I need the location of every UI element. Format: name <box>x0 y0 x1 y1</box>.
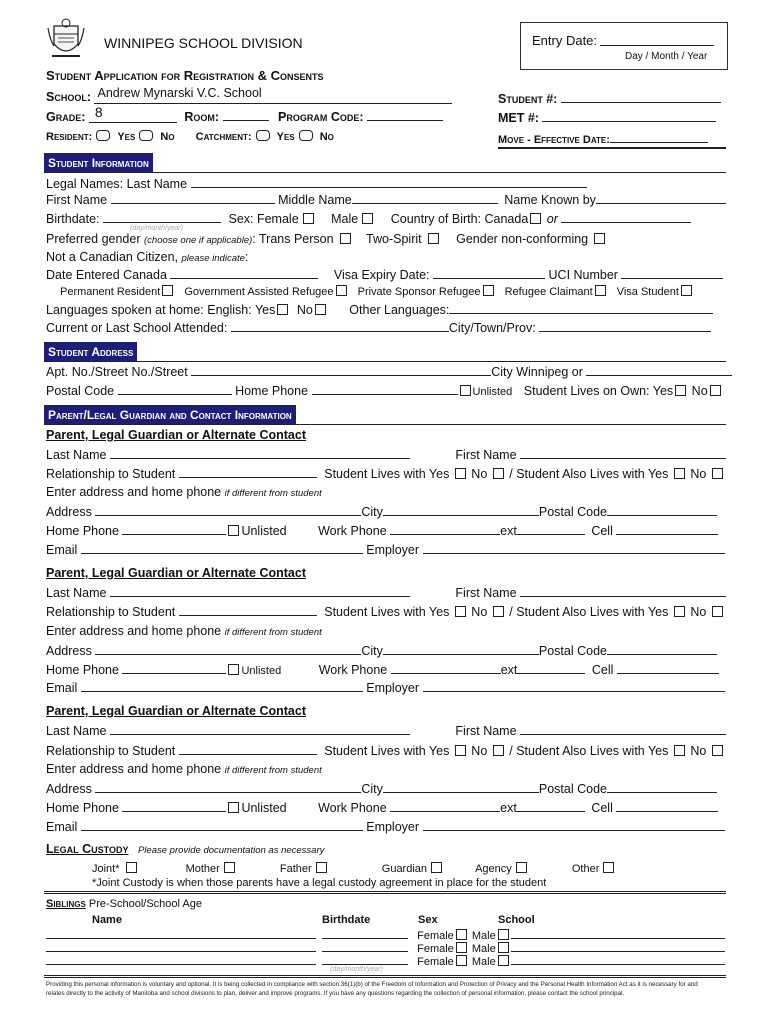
division-name: WINNIPEG SCHOOL DIVISION <box>104 35 303 51</box>
guardian2-first-name-input[interactable] <box>520 585 726 597</box>
guardian3-also-no-checkbox[interactable] <box>712 745 723 756</box>
catchment-no-checkbox[interactable] <box>299 130 313 141</box>
guardian1-relationship-input[interactable] <box>179 466 317 478</box>
guardian1-lives-no-checkbox[interactable] <box>493 468 504 479</box>
trans-label: : Trans Person <box>252 232 334 246</box>
date-entered-input[interactable] <box>170 267 318 279</box>
guardian3-city-label: City <box>361 782 383 796</box>
entry-date-hint: Day / Month / Year <box>625 51 708 62</box>
city-prov-input[interactable] <box>539 320 711 332</box>
sibling2-female-checkbox[interactable] <box>456 942 467 953</box>
guardian1-relationship-label: Relationship to Student <box>46 467 176 481</box>
guardian1-work-phone-label: Work Phone <box>318 524 387 538</box>
grade-label: Grade: <box>46 110 86 124</box>
siblings-subtitle: Pre-School/School Age <box>88 898 202 910</box>
student-info-header: Student Information <box>44 153 153 173</box>
gov-refugee-checkbox[interactable] <box>336 285 347 296</box>
guardian2-cell-label: Cell <box>591 663 614 677</box>
sibling2-name-input[interactable] <box>46 940 316 952</box>
last-name-input[interactable] <box>191 176 587 188</box>
middle-name-label: Middle Name <box>278 193 352 207</box>
guardian3-city-input[interactable] <box>383 781 539 793</box>
name-known-by-label: Name Known by <box>504 193 596 207</box>
guardian2-last-name-input[interactable] <box>110 585 410 597</box>
guardian2-title: Parent, Legal Guardian or Alternate Contact <box>46 566 307 580</box>
guardian1-cell-input[interactable] <box>616 523 718 535</box>
guardian2-also-no-checkbox[interactable] <box>712 606 723 617</box>
guardian3-also-lives-label: / Student Also Lives with Yes <box>509 744 669 758</box>
guardian2-lives-no-label: No <box>471 605 488 619</box>
guardian2-if-different-hint: if different from student <box>224 627 322 638</box>
lives-own-yes-checkbox[interactable] <box>675 385 686 396</box>
guardian1-enter-address-label: Enter address and home phone <box>46 485 222 499</box>
guardian2-address-input[interactable] <box>95 643 361 655</box>
lives-own-no-checkbox[interactable] <box>710 385 721 396</box>
guardian1-home-phone-label: Home Phone <box>46 524 119 538</box>
guardian3-postal-label: Postal Code <box>538 782 607 796</box>
guardian-header: Parent/Legal Guardian and Contact Information <box>44 405 296 425</box>
guardian3-email-input[interactable] <box>81 819 363 831</box>
custody-father-checkbox[interactable] <box>316 862 327 873</box>
uci-input[interactable] <box>621 267 723 279</box>
guardian2-work-phone-input[interactable] <box>391 662 501 674</box>
guardian2-address-row <box>46 643 717 659</box>
guardian1-email-row <box>46 542 725 558</box>
guardian1-postal-input[interactable] <box>607 504 717 516</box>
permanent-resident-checkbox[interactable] <box>162 285 173 296</box>
guardian2-phone-row <box>46 662 719 678</box>
guardian1-ext-input[interactable] <box>517 523 585 535</box>
move-date-row <box>498 131 708 147</box>
guardian2-email-row <box>46 680 725 696</box>
custody-title-row <box>46 842 324 858</box>
guardian3-enter-address-label: Enter address and home phone <box>46 762 222 776</box>
grade-field[interactable] <box>89 104 177 123</box>
school-field[interactable] <box>94 86 452 104</box>
guardian2-unlisted-label: Unlisted <box>241 665 282 677</box>
resident-yes-checkbox[interactable] <box>96 130 110 141</box>
guardian1-unlisted-checkbox[interactable] <box>228 525 239 536</box>
legal-names-row <box>46 176 587 192</box>
sibling2-male-checkbox[interactable] <box>498 942 509 953</box>
guardian2-unlisted-checkbox[interactable] <box>228 664 239 675</box>
catchment-yes-checkbox[interactable] <box>256 130 270 141</box>
guardian3-last-name-input[interactable] <box>110 723 410 735</box>
guardian2-lives-no-checkbox[interactable] <box>493 606 504 617</box>
guardian2-home-phone-input[interactable] <box>122 662 226 674</box>
guardian2-postal-input[interactable] <box>607 643 717 655</box>
privacy-notice-line2: relates directly to the activity of Manitoba and school divisions to plan, deliver and improve programs. If you have any questions regarding the collection of personal information, please contact the school principal. <box>46 990 625 997</box>
guardian2-work-phone-label: Work Phone <box>318 663 388 677</box>
guardian1-work-phone-input[interactable] <box>390 523 500 535</box>
met-number-input[interactable] <box>542 110 716 122</box>
guardian3-email-label: Email <box>46 820 78 834</box>
other-languages-input[interactable] <box>449 302 713 314</box>
gov-refugee-label: Government Assisted Refugee <box>184 286 334 298</box>
guardian3-if-different-hint: if different from student <box>224 765 322 776</box>
student-number-label: Student #: <box>498 92 558 106</box>
school-label: School: <box>46 90 91 104</box>
guardian1-lives-yes-checkbox[interactable] <box>455 468 466 479</box>
guardian1-home-phone-input[interactable] <box>122 523 226 535</box>
guardian3-ext-input[interactable] <box>517 800 585 812</box>
guardian1-last-name-label: Last Name <box>46 448 107 462</box>
guardian2-city-input[interactable] <box>383 643 539 655</box>
guardian2-city-label: City <box>361 644 383 658</box>
sibling2-male-label: Male <box>471 943 496 955</box>
guardian2-postal-label: Postal Code <box>538 644 607 658</box>
name-known-by-input[interactable] <box>596 192 726 204</box>
guardian1-employer-label: Employer <box>366 543 420 557</box>
guardian1-first-name-input[interactable] <box>520 447 726 459</box>
visa-expiry-input[interactable] <box>433 267 545 279</box>
sibling3-male-label: Male <box>471 956 496 968</box>
choose-one-hint: (choose one if applicable) <box>144 235 253 246</box>
home-phone-label: Home Phone <box>235 384 309 398</box>
guardian1-lives-with-label: Student Lives with Yes <box>324 467 450 481</box>
guardian1-unlisted-label: Unlisted <box>241 524 287 538</box>
guardian2-email-label: Email <box>46 681 78 695</box>
guardian3-employer-input[interactable] <box>423 819 725 831</box>
student-number-input[interactable] <box>561 91 721 103</box>
guardian3-work-phone-label: Work Phone <box>318 801 387 815</box>
school-value: Andrew Mynarski V.C. School <box>97 86 262 100</box>
guardian3-home-phone-input[interactable] <box>122 800 226 812</box>
sibling2-birthdate-input[interactable] <box>322 940 408 952</box>
program-code-input[interactable] <box>367 109 443 121</box>
current-school-input[interactable] <box>231 320 449 332</box>
privacy-notice-line1: Providing this personal information is voluntary and optional. It is being collected in compliance with section 36(1)(b) of the Freedom of Information and Protection of Privacy and the Personal Health Information Act as it is necessary for and <box>46 981 698 988</box>
division-crest <box>46 18 86 62</box>
guardian1-name-row <box>46 447 726 463</box>
guardian3-phone-row <box>46 800 718 816</box>
preferred-gender-label: Preferred gender <box>46 232 141 246</box>
guardian1-also-no-label: No <box>690 467 707 481</box>
refugee-claimant-label: Refugee Claimant <box>504 286 593 298</box>
guardian2-address-label: Address <box>46 644 92 658</box>
sibling3-school-input[interactable] <box>511 953 725 965</box>
trans-checkbox[interactable] <box>340 233 351 244</box>
custody-footnote: *Joint Custody is when those parents have a legal custody agreement in place for the student <box>92 877 547 889</box>
two-spirit-checkbox[interactable] <box>428 233 439 244</box>
guardian1-lives-no-label: No <box>471 467 488 481</box>
date-entered-label: Date Entered Canada <box>46 268 167 282</box>
country-or-label: or <box>546 212 558 226</box>
guardian3-home-phone-label: Home Phone <box>46 801 119 815</box>
guardian1-city-input[interactable] <box>383 504 539 516</box>
guardian3-first-name-input[interactable] <box>520 723 726 735</box>
guardian3-also-yes-checkbox[interactable] <box>674 745 685 756</box>
sibling1-female-label: Female <box>417 930 454 942</box>
guardian3-employer-label: Employer <box>366 820 420 834</box>
sibling1-birthdate-input[interactable] <box>322 927 408 939</box>
please-indicate-hint: please indicate <box>181 253 245 264</box>
guardian3-unlisted-label: Unlisted <box>241 801 287 815</box>
country-of-birth-label: Country of Birth: Canada <box>390 212 529 226</box>
student-address-header: Student Address <box>44 342 137 362</box>
guardian1-also-yes-checkbox[interactable] <box>674 468 685 479</box>
resident-no-checkbox[interactable] <box>139 130 153 141</box>
custody-agency-label: Agency <box>475 863 512 875</box>
guardian2-employer-input[interactable] <box>423 680 725 692</box>
guardian3-lives-with-label: Student Lives with Yes <box>324 744 450 758</box>
birthdate-hint: (day/month/year) <box>130 225 183 232</box>
room-input[interactable] <box>223 109 269 121</box>
sibling3-female-checkbox[interactable] <box>456 955 467 966</box>
sibling1-name-input[interactable] <box>46 927 316 939</box>
resident-row <box>46 130 334 144</box>
guardian1-ext-label: ext <box>500 524 517 538</box>
guardian3-lives-no-label: No <box>471 744 488 758</box>
met-number-row <box>498 110 716 126</box>
private-refugee-label: Private Sponsor Refugee <box>357 286 481 298</box>
guardian1-city-label: City <box>361 505 383 519</box>
street-input[interactable] <box>191 364 491 376</box>
date-entered-row <box>46 267 723 283</box>
sibling-birth-hint: (day/month/year) <box>330 966 383 973</box>
guardian2-also-lives-label: / Student Also Lives with Yes <box>509 605 669 619</box>
guardian1-address-row <box>46 504 717 520</box>
move-date-input[interactable] <box>610 131 708 143</box>
guardian1-title: Parent, Legal Guardian or Alternate Contact <box>46 428 307 442</box>
first-name-input[interactable] <box>111 192 275 204</box>
first-name-row <box>46 192 726 208</box>
guardian2-last-name-label: Last Name <box>46 586 107 600</box>
guardian2-home-phone-label: Home Phone <box>46 663 119 677</box>
siblings-title-row <box>46 898 202 911</box>
guardian2-name-row <box>46 585 726 601</box>
custody-title: Legal Custody <box>46 842 129 856</box>
move-date-label: Move - Effective Date: <box>498 134 610 146</box>
unlisted-checkbox[interactable] <box>460 385 471 396</box>
guardian1-address-label: Address <box>46 505 92 519</box>
grade-value: 8 <box>94 104 103 120</box>
lives-own-no-label: No <box>691 384 708 398</box>
guardian1-phone-row <box>46 523 718 539</box>
siblings-col-birthdate: Birthdate <box>322 914 371 926</box>
custody-note: Please provide documentation as necessary <box>137 845 325 856</box>
first-name-label: First Name <box>46 193 108 207</box>
legal-names-label: Legal Names: Last Name <box>46 177 188 191</box>
guardian2-employer-label: Employer <box>366 681 420 695</box>
guardian3-first-name-label: First Name <box>455 724 517 738</box>
home-phone-input[interactable] <box>312 383 458 395</box>
city-prov-label: City/Town/Prov: <box>448 321 536 335</box>
lives-own-label: Student Lives on Own: Yes <box>523 384 674 398</box>
middle-name-input[interactable] <box>352 192 498 204</box>
english-no-checkbox[interactable] <box>315 304 326 315</box>
guardian3-address-row <box>46 781 717 797</box>
guardian1-also-no-checkbox[interactable] <box>712 468 723 479</box>
guardian3-name-row <box>46 723 726 739</box>
street-label: Apt. No./Street No./Street <box>46 365 188 379</box>
refugee-claimant-checkbox[interactable] <box>595 285 606 296</box>
uci-label: UCI Number <box>548 268 618 282</box>
guardian3-cell-input[interactable] <box>616 800 718 812</box>
visa-student-checkbox[interactable] <box>681 285 692 296</box>
guardian3-address-input[interactable] <box>95 781 361 793</box>
guardian1-employer-input[interactable] <box>423 542 725 554</box>
siblings-col-school: School <box>498 914 535 926</box>
street-row <box>46 364 732 380</box>
grade-row <box>46 104 443 125</box>
not-canadian-row: Not a Canadian Citizen, please indicate: <box>46 250 249 264</box>
guardian2-lives-yes-checkbox[interactable] <box>455 606 466 617</box>
resident-label: Resident: <box>46 131 93 143</box>
guardian3-unlisted-checkbox[interactable] <box>228 802 239 813</box>
sibling1-male-checkbox[interactable] <box>498 929 509 940</box>
siblings-col-name: Name <box>92 914 122 926</box>
guardian2-also-no-label: No <box>690 605 707 619</box>
guardian2-relationship-row <box>46 604 725 620</box>
postal-label: Postal Code <box>46 384 115 398</box>
custody-other-label: Other <box>571 863 600 875</box>
status-row <box>60 285 694 299</box>
guardian3-enter-address-row <box>46 762 322 778</box>
form-title: Student Application for Registration & Consents <box>46 68 324 83</box>
birthdate-input[interactable] <box>103 211 221 223</box>
program-code-label: Program Code: <box>278 110 364 124</box>
guardian1-address-input[interactable] <box>95 504 361 516</box>
guardian3-email-row <box>46 819 725 835</box>
sibling2-female-label: Female <box>417 943 454 955</box>
guardian2-lives-with-label: Student Lives with Yes <box>324 605 450 619</box>
guardian3-title: Parent, Legal Guardian or Alternate Contact <box>46 704 307 718</box>
guardian1-enter-address-row <box>46 485 322 501</box>
english-no-label: No <box>296 303 313 317</box>
sibling2-school-input[interactable] <box>511 940 725 952</box>
birthdate-label: Birthdate: <box>46 212 100 226</box>
guardian2-cell-input[interactable] <box>617 662 719 674</box>
sibling1-male-label: Male <box>471 930 496 942</box>
guardian3-lives-yes-checkbox[interactable] <box>455 745 466 756</box>
guardian3-ext-label: ext <box>500 801 517 815</box>
guardian1-cell-label: Cell <box>591 524 613 538</box>
sibling3-male-checkbox[interactable] <box>498 955 509 966</box>
guardian1-email-input[interactable] <box>81 542 363 554</box>
postal-row <box>46 383 723 399</box>
sex-female-checkbox[interactable] <box>303 213 314 224</box>
custody-options-row <box>92 862 616 876</box>
sibling-row <box>46 953 725 969</box>
guardian3-address-label: Address <box>46 782 92 796</box>
guardian3-lives-no-checkbox[interactable] <box>493 745 504 756</box>
custody-other-checkbox[interactable] <box>603 862 614 873</box>
country-canada-checkbox[interactable] <box>530 213 541 224</box>
current-school-label: Current or Last School Attended: <box>46 321 228 335</box>
city-other-input[interactable] <box>586 364 732 376</box>
guardian3-last-name-label: Last Name <box>46 724 107 738</box>
catchment-no-label: No <box>319 131 334 143</box>
city-label: City Winnipeg or <box>491 365 583 379</box>
guardian2-ext-input[interactable] <box>517 662 585 674</box>
guardian3-postal-input[interactable] <box>607 781 717 793</box>
met-number-label: MET #: <box>498 111 539 125</box>
sex-male-label: Male <box>331 212 359 226</box>
school-row <box>46 86 452 105</box>
guardian3-relationship-input[interactable] <box>179 743 317 755</box>
guardian1-relationship-row <box>46 466 725 482</box>
english-yes-checkbox[interactable] <box>277 304 288 315</box>
guardian2-also-yes-checkbox[interactable] <box>674 606 685 617</box>
sibling1-school-input[interactable] <box>511 927 725 939</box>
languages-row <box>46 302 713 318</box>
private-refugee-checkbox[interactable] <box>483 285 494 296</box>
guardian3-cell-label: Cell <box>591 801 613 815</box>
guardian2-ext-label: ext <box>500 663 518 677</box>
guardian3-work-phone-input[interactable] <box>390 800 500 812</box>
custody-guardian-checkbox[interactable] <box>431 862 442 873</box>
custody-joint-checkbox[interactable] <box>126 862 137 873</box>
siblings-col-sex: Sex <box>418 914 438 926</box>
custody-guardian-label: Guardian <box>381 863 428 875</box>
sex-female-label: Sex: Female <box>228 212 299 226</box>
country-other-input[interactable] <box>561 211 691 223</box>
preferred-gender-row <box>46 232 607 248</box>
custody-father-label: Father <box>279 863 312 875</box>
custody-joint-label: Joint* <box>92 863 120 875</box>
sibling3-name-input[interactable] <box>46 953 316 965</box>
guardian1-email-label: Email <box>46 543 78 557</box>
guardian1-first-name-label: First Name <box>455 448 517 462</box>
guardian1-if-different-hint: if different from student <box>224 488 322 499</box>
postal-input[interactable] <box>118 383 232 395</box>
resident-yes-label: Yes <box>117 131 136 143</box>
custody-mother-checkbox[interactable] <box>224 862 235 873</box>
guardian2-enter-address-row <box>46 624 322 640</box>
guardian1-postal-label: Postal Code <box>538 505 607 519</box>
gnc-checkbox[interactable] <box>594 233 605 244</box>
catchment-yes-label: Yes <box>276 131 295 143</box>
entry-date-input[interactable] <box>600 45 714 46</box>
custody-mother-label: Mother <box>185 863 220 875</box>
guardian3-relationship-row <box>46 743 725 759</box>
not-canadian-label: Not a Canadian Citizen, <box>46 250 179 264</box>
sibling3-birthdate-input[interactable] <box>322 953 408 965</box>
guardian3-relationship-label: Relationship to Student <box>46 744 176 758</box>
sibling3-female-label: Female <box>417 956 454 968</box>
student-number-row <box>498 91 721 107</box>
guardian2-first-name-label: First Name <box>455 586 517 600</box>
sibling1-female-checkbox[interactable] <box>456 929 467 940</box>
sex-male-checkbox[interactable] <box>362 213 373 224</box>
current-school-row <box>46 320 711 336</box>
entry-date-label: Entry Date: <box>532 33 598 48</box>
guardian1-last-name-input[interactable] <box>110 447 410 459</box>
gnc-label: Gender non-conforming <box>456 232 589 246</box>
guardian2-enter-address-label: Enter address and home phone <box>46 624 222 638</box>
permanent-resident-label: Permanent Resident <box>60 286 161 298</box>
guardian1-also-lives-label: / Student Also Lives with Yes <box>509 467 669 481</box>
catchment-label: Catchment: <box>195 131 252 143</box>
guardian3-also-no-label: No <box>690 744 707 758</box>
resident-no-label: No <box>160 131 175 143</box>
visa-expiry-label: Visa Expiry Date: <box>333 268 430 282</box>
guardian2-relationship-label: Relationship to Student <box>46 605 176 619</box>
custody-agency-checkbox[interactable] <box>516 862 527 873</box>
languages-label: Languages spoken at home: English: Yes <box>46 303 276 317</box>
siblings-title: Siblings <box>46 898 86 910</box>
two-spirit-label: Two-Spirit <box>366 232 422 246</box>
unlisted-label: Unlisted <box>472 386 513 398</box>
other-languages-label: Other Languages: <box>349 303 450 317</box>
guardian2-email-input[interactable] <box>81 680 363 692</box>
room-label: Room: <box>184 110 220 124</box>
visa-student-label: Visa Student <box>616 286 679 298</box>
guardian2-relationship-input[interactable] <box>179 604 317 616</box>
